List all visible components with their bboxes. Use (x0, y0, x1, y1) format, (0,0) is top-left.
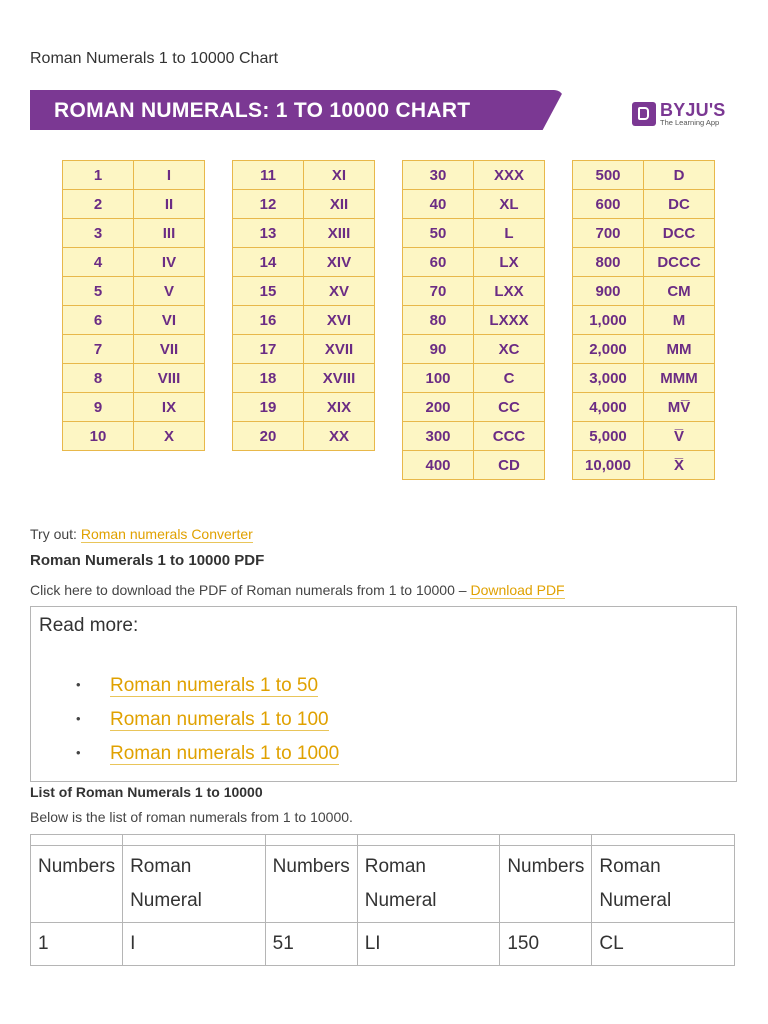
chart-number-cell: 50 (403, 219, 474, 248)
table-header-cell: Numbers (31, 846, 123, 923)
read-more-title: Read more: (39, 615, 139, 636)
chart-number-cell: 1,000 (573, 306, 644, 335)
chart-roman-cell: D (644, 161, 715, 190)
chart-roman-cell: XXX (474, 161, 545, 190)
chart-roman-cell: X (134, 422, 205, 451)
chart-number-cell: 700 (573, 219, 644, 248)
chart-row (573, 277, 715, 306)
chart-row (233, 277, 375, 306)
chart-roman-cell: C (474, 364, 545, 393)
chart-roman-cell: DCC (644, 219, 715, 248)
chart-row (233, 306, 375, 335)
chart-roman-cell: L (474, 219, 545, 248)
spacer-cell (31, 835, 123, 846)
table-cell: 51 (265, 923, 357, 966)
chart-number-cell: 70 (403, 277, 474, 306)
spacer-cell (123, 835, 266, 846)
chart-roman-cell: MM (644, 335, 715, 364)
chart-number-cell: 7 (63, 335, 134, 364)
chart-roman-cell: III (134, 219, 205, 248)
chart-roman-cell: CCC (474, 422, 545, 451)
chart-roman-cell: XX (304, 422, 375, 451)
chart-roman-cell: XL (474, 190, 545, 219)
chart-number-cell: 16 (233, 306, 304, 335)
chart-row (573, 451, 715, 480)
chart-roman-cell: XIII (304, 219, 375, 248)
chart-row (403, 248, 545, 277)
download-line (30, 582, 565, 598)
chart-column-1 (62, 160, 205, 451)
chart-roman-cell: XI (304, 161, 375, 190)
chart-row (573, 248, 715, 277)
table-header-cell: Roman Numeral (123, 846, 266, 923)
table-header-cell: Numbers (265, 846, 357, 923)
chart-row (573, 364, 715, 393)
chart-row (573, 161, 715, 190)
chart-row (63, 364, 205, 393)
list-heading: List of Roman Numerals 1 to 10000 (30, 784, 263, 800)
page-title: Roman Numerals 1 to 10000 Chart (30, 50, 279, 67)
chart-row (573, 335, 715, 364)
chart-roman-cell: VII (134, 335, 205, 364)
read-more-box (30, 606, 737, 782)
chart-column-2 (232, 160, 375, 451)
chart-roman-cell: DCCC (644, 248, 715, 277)
chart-row (573, 422, 715, 451)
chart-number-cell: 14 (233, 248, 304, 277)
spacer-cell (592, 835, 735, 846)
chart-row (403, 422, 545, 451)
chart-roman-cell: XC (474, 335, 545, 364)
chart-row (63, 422, 205, 451)
chart-row (573, 190, 715, 219)
chart-number-cell: 4,000 (573, 393, 644, 422)
chart-number-cell: 11 (233, 161, 304, 190)
chart-row (63, 277, 205, 306)
chart-number-cell: 80 (403, 306, 474, 335)
chart-row (403, 277, 545, 306)
table-spacer-row (31, 835, 735, 846)
chart-row (403, 190, 545, 219)
chart-number-cell: 3,000 (573, 364, 644, 393)
chart-roman-cell: I (134, 161, 205, 190)
chart-number-cell: 2 (63, 190, 134, 219)
roman-list-table (30, 834, 735, 966)
chart-row (233, 335, 375, 364)
list-item (31, 743, 339, 777)
chart-number-cell: 2,000 (573, 335, 644, 364)
chart-row (63, 335, 205, 364)
chart-row (63, 219, 205, 248)
chart-number-cell: 8 (63, 364, 134, 393)
chart-roman-cell: CD (474, 451, 545, 480)
table-cell: I (123, 923, 266, 966)
chart-row (233, 161, 375, 190)
chart-number-cell: 19 (233, 393, 304, 422)
chart-roman-cell: XIV (304, 248, 375, 277)
chart-number-cell: 500 (573, 161, 644, 190)
spacer-cell (500, 835, 592, 846)
chart-roman-cell: XVII (304, 335, 375, 364)
roman-converter-link[interactable]: Roman numerals Converter (80, 526, 253, 542)
chart-row (233, 393, 375, 422)
table-cell: 150 (500, 923, 592, 966)
chart-row (233, 364, 375, 393)
chart-row (233, 219, 375, 248)
spacer-cell (357, 835, 500, 846)
chart-number-cell: 3 (63, 219, 134, 248)
chart-row (403, 219, 545, 248)
chart-number-cell: 15 (233, 277, 304, 306)
chart-number-cell: 300 (403, 422, 474, 451)
chart-row (573, 219, 715, 248)
chart-row (233, 190, 375, 219)
chart-row (233, 422, 375, 451)
chart-row (573, 306, 715, 335)
logo-tagline: The Learning App (660, 118, 720, 127)
chart-roman-cell: M (644, 306, 715, 335)
chart-number-cell: 10 (63, 422, 134, 451)
chart-roman-cell: VIII (134, 364, 205, 393)
spacer-cell (265, 835, 357, 846)
chart-number-cell: 400 (403, 451, 474, 480)
chart-number-cell: 18 (233, 364, 304, 393)
download-text: Click here to download the PDF of Roman numerals from 1 to 10000 – (30, 582, 471, 598)
chart-number-cell: 600 (573, 190, 644, 219)
chart-roman-cell: LXXX (474, 306, 545, 335)
chart-roman-cell: VI (134, 306, 205, 335)
chart-roman-cell: MV̅ (644, 393, 715, 422)
chart-roman-cell: XV (304, 277, 375, 306)
chart-number-cell: 4 (63, 248, 134, 277)
chart-column-4 (572, 160, 715, 480)
chart-row (63, 161, 205, 190)
list-item (31, 709, 339, 743)
chart-row (403, 451, 545, 480)
banner-title: ROMAN NUMERALS: 1 TO 10000 CHART (54, 99, 471, 122)
download-pdf-link[interactable]: Download PDF (470, 582, 565, 598)
chart-number-cell: 100 (403, 364, 474, 393)
chart-roman-cell: MMM (644, 364, 715, 393)
chart-roman-cell: CM (644, 277, 715, 306)
table-header-cell: Roman Numeral (592, 846, 735, 923)
chart-row (63, 393, 205, 422)
chart-row (63, 248, 205, 277)
chart-roman-cell: IX (134, 393, 205, 422)
table-cell: LI (357, 923, 500, 966)
table-header-row (31, 846, 735, 923)
chart-number-cell: 60 (403, 248, 474, 277)
chart-row (403, 364, 545, 393)
chart-number-cell: 200 (403, 393, 474, 422)
chart-number-cell: 17 (233, 335, 304, 364)
table-cell: 1 (31, 923, 123, 966)
chart-number-cell: 1 (63, 161, 134, 190)
chart-roman-cell: IV (134, 248, 205, 277)
byjus-logo (632, 100, 732, 130)
chart-number-cell: 10,000 (573, 451, 644, 480)
roman-1-to-50-link[interactable]: Roman numerals 1 to 50 (110, 675, 319, 696)
roman-1-to-100-link[interactable]: Roman numerals 1 to 100 (110, 709, 329, 730)
pdf-heading: Roman Numerals 1 to 10000 PDF (30, 552, 265, 569)
chart-row (63, 190, 205, 219)
try-out-line (30, 526, 253, 542)
table-header-cell: Roman Numeral (357, 846, 500, 923)
roman-1-to-1000-link[interactable]: Roman numerals 1 to 1000 (110, 743, 340, 764)
chart-row (233, 248, 375, 277)
chart-row (403, 306, 545, 335)
chart-roman-cell: XVI (304, 306, 375, 335)
chart-number-cell: 5,000 (573, 422, 644, 451)
chart-roman-cell: XVIII (304, 364, 375, 393)
chart-roman-cell: CC (474, 393, 545, 422)
chart-row (403, 393, 545, 422)
chart-column-3 (402, 160, 545, 480)
chart-roman-cell: XII (304, 190, 375, 219)
chart-number-cell: 30 (403, 161, 474, 190)
chart-roman-cell: LXX (474, 277, 545, 306)
table-header-cell: Numbers (500, 846, 592, 923)
table-cell: CL (592, 923, 735, 966)
chart-row (403, 161, 545, 190)
chart-number-cell: 6 (63, 306, 134, 335)
chart-roman-cell: V (134, 277, 205, 306)
chart-number-cell: 900 (573, 277, 644, 306)
chart-roman-cell: DC (644, 190, 715, 219)
chart-number-cell: 800 (573, 248, 644, 277)
chart-roman-cell: XIX (304, 393, 375, 422)
table-row (31, 923, 735, 966)
chart-row (403, 335, 545, 364)
byjus-logo-icon (632, 102, 656, 126)
chart-number-cell: 40 (403, 190, 474, 219)
chart-roman-cell: LX (474, 248, 545, 277)
chart-number-cell: 5 (63, 277, 134, 306)
chart-number-cell: 20 (233, 422, 304, 451)
logo-wordmark: BYJU'S (660, 100, 726, 120)
read-more-list (31, 675, 339, 777)
list-description: Below is the list of roman numerals from 1 to 10000. (30, 809, 353, 825)
chart-row (63, 306, 205, 335)
chart-number-cell: 9 (63, 393, 134, 422)
chart-number-cell: 90 (403, 335, 474, 364)
chart-roman-cell: II (134, 190, 205, 219)
chart-roman-cell: V̅ (644, 422, 715, 451)
chart-number-cell: 13 (233, 219, 304, 248)
try-out-prefix: Try out: (30, 526, 81, 542)
list-item (31, 675, 339, 709)
chart-roman-cell: X̅ (644, 451, 715, 480)
chart-number-cell: 12 (233, 190, 304, 219)
chart-row (573, 393, 715, 422)
